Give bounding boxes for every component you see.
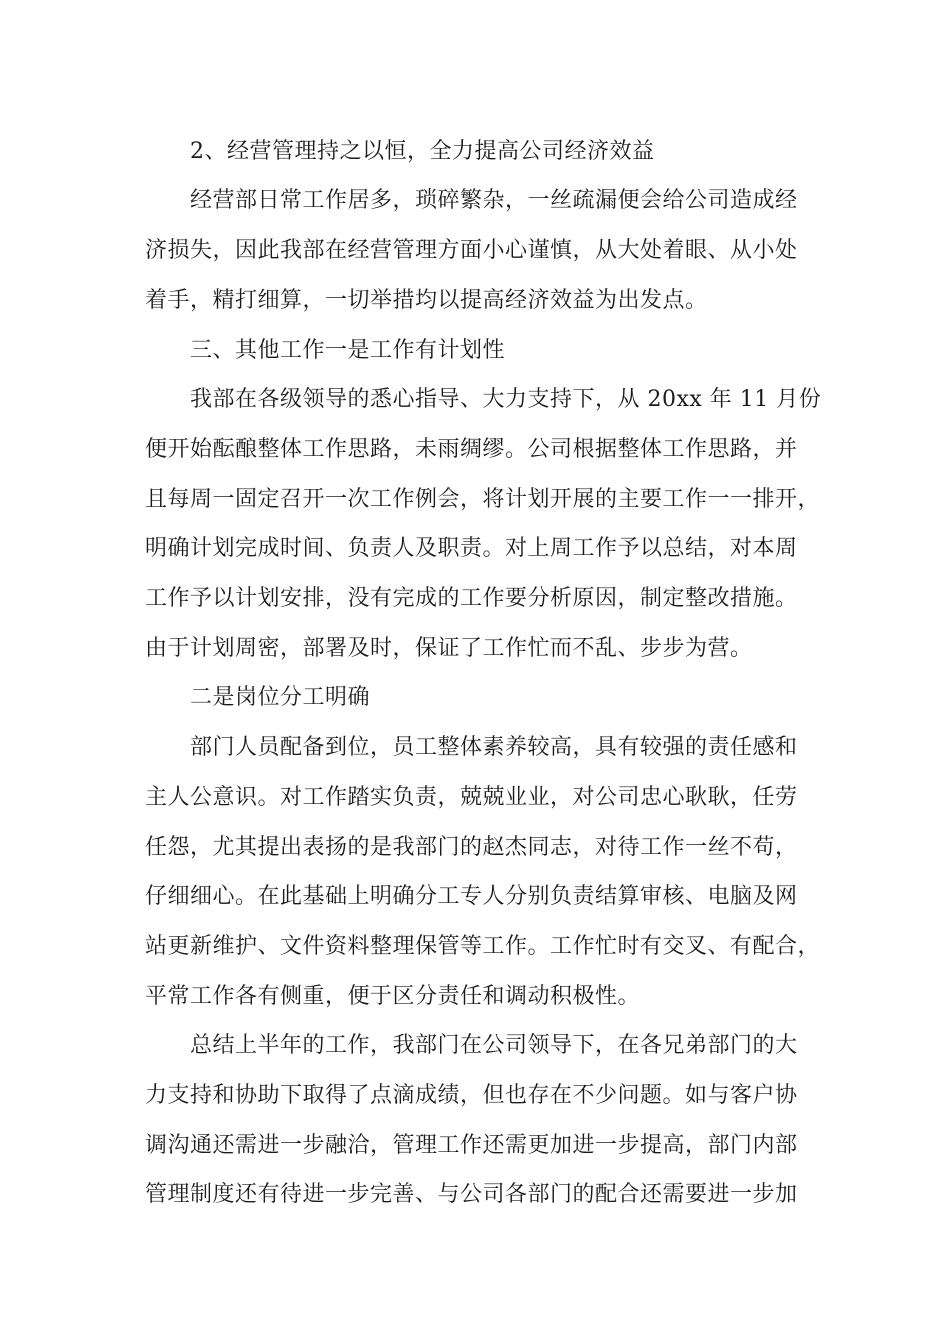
paragraph-line: 平常工作各有侧重，便于区分责任和调动积极性。 [145,984,641,1009]
paragraph-line: 由于计划周密，部署及时，保证了工作忙而不乱、步步为营。 [145,636,753,661]
paragraph-line: 仔细细心。在此基础上明确分工专人分别负责结算审核、电脑及网 [145,884,798,909]
paragraph-line: 任怨，尤其提出表扬的是我部门的赵杰同志，对待工作一丝不苟， [145,835,798,860]
paragraph-line: 工作予以计划安排，没有完成的工作要分析原因，制定整改措施。 [145,586,798,611]
paragraph-line: 且每周一固定召开一次工作例会，将计划开展的主要工作一一排开， [145,487,821,512]
paragraph-line: 济损失，因此我部在经营管理方面小心谨慎，从大处着眼、从小处 [145,238,798,263]
heading-operations: 2、经营管理持之以恒，全力提高公司经济效益 [190,139,655,164]
paragraph-line: 力支持和协助下取得了点滴成绩，但也存在不少问题。如与客户协 [145,1083,798,1108]
paragraph-line: 明确计划完成时间、负责人及职责。对上周工作予以总结，对本周 [145,536,798,561]
paragraph-line: 经营部日常工作居多，琐碎繁杂，一丝疏漏便会给公司造成经 [190,188,798,213]
paragraph-line: 管理制度还有待进一步完善、与公司各部门的配合还需要进一步加 [145,1182,798,1207]
paragraph-line: 我部在各级领导的悉心指导、大力支持下，从 20xx 年 11 月份 [190,387,822,412]
heading-role-division: 二是岗位分工明确 [190,685,371,710]
paragraph-line: 调沟通还需进一步融洽，管理工作还需更加进一步提高，部门内部 [145,1133,798,1158]
heading-other-work: 三、其他工作一是工作有计划性 [190,338,506,363]
paragraph-line: 站更新维护、文件资料整理保管等工作。工作忙时有交叉、有配合， [145,934,821,959]
paragraph-line: 主人公意识。对工作踏实负责，兢兢业业，对公司忠心耿耿，任劳 [145,785,798,810]
paragraph-line: 着手，精打细算，一切举措均以提高经济效益为出发点。 [145,288,708,313]
paragraph-line: 便开始酝酿整体工作思路，未雨绸缪。公司根据整体工作思路，并 [145,437,798,462]
paragraph-line: 总结上半年的工作，我部门在公司领导下，在各兄弟部门的大 [190,1033,798,1058]
paragraph-line: 部门人员配备到位，员工整体素养较高，具有较强的责任感和 [190,735,798,760]
